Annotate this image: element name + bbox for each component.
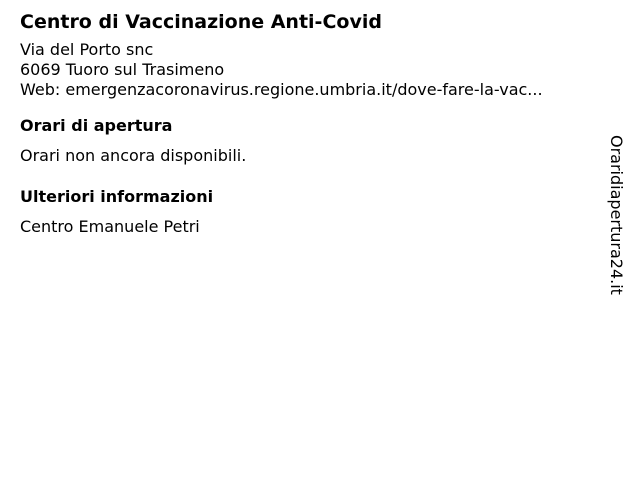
spacer: [20, 136, 605, 146]
hours-heading: Orari di apertura: [20, 116, 173, 135]
website-label: Web:: [20, 80, 61, 99]
more-info-text: Centro Emanuele Petri: [20, 217, 200, 236]
spacer: [20, 100, 605, 116]
website-row: [20, 80, 605, 100]
spacer: [20, 166, 605, 187]
hours-text: Orari non ancora disponibili.: [20, 146, 247, 165]
spacer: [20, 207, 605, 217]
place-details: [20, 8, 605, 237]
site-brand[interactable]: Oraridiapertura24.it: [607, 135, 626, 295]
address-city: 6069 Tuoro sul Trasimeno: [20, 60, 225, 79]
more-info-heading: Ulteriori informazioni: [20, 187, 214, 206]
address-street: Via del Porto snc: [20, 40, 154, 59]
page-title: Centro di Vaccinazione Anti-Covid: [20, 11, 382, 33]
website-link[interactable]: emergenzacoronavirus.regione.umbria.it/dove-fare-la-vac...: [65, 80, 543, 99]
